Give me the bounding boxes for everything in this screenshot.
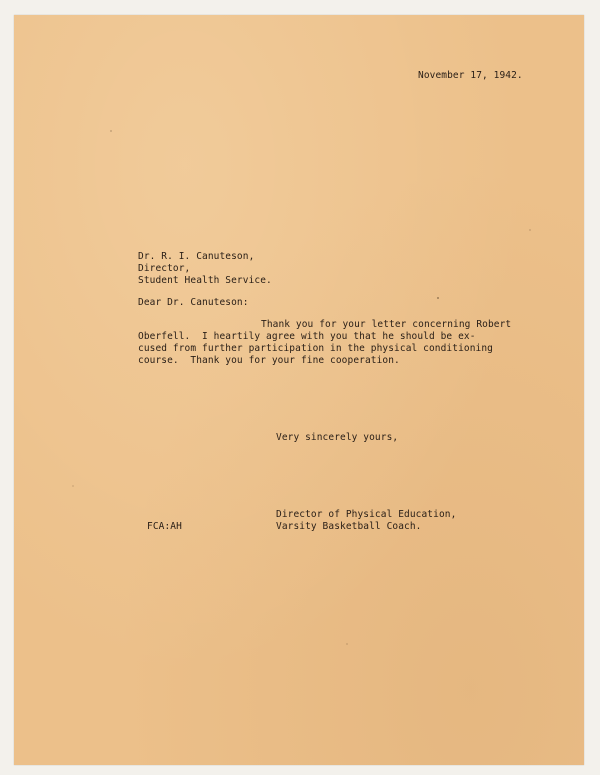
reference-initials: FCA:AH [147, 521, 182, 532]
body-line: Thank you for your letter concerning Robert [261, 319, 512, 330]
paper-speck [437, 297, 439, 299]
recipient-title: Director, [138, 263, 191, 274]
signature-line: Varsity Basketball Coach. [276, 521, 422, 532]
paper-speck [110, 130, 112, 132]
salutation: Dear Dr. Canuteson: [138, 297, 249, 308]
paper-speck [72, 485, 74, 487]
body-line: cused from further participation in the physical conditioning [138, 343, 493, 354]
recipient-department: Student Health Service. [138, 275, 272, 286]
complimentary-closing: Very sincerely yours, [276, 432, 399, 443]
recipient-name: Dr. R. I. Canuteson, [138, 251, 255, 262]
body-line: Oberfell. I heartily agree with you that he should be ex- [138, 331, 476, 342]
letter-page [14, 15, 584, 765]
paper-speck [346, 643, 348, 645]
body-line: course. Thank you for your fine cooperation. [138, 355, 400, 366]
letter-date: November 17, 1942. [418, 70, 523, 81]
signature-line: Director of Physical Education, [276, 509, 457, 520]
paper-speck [529, 229, 531, 231]
